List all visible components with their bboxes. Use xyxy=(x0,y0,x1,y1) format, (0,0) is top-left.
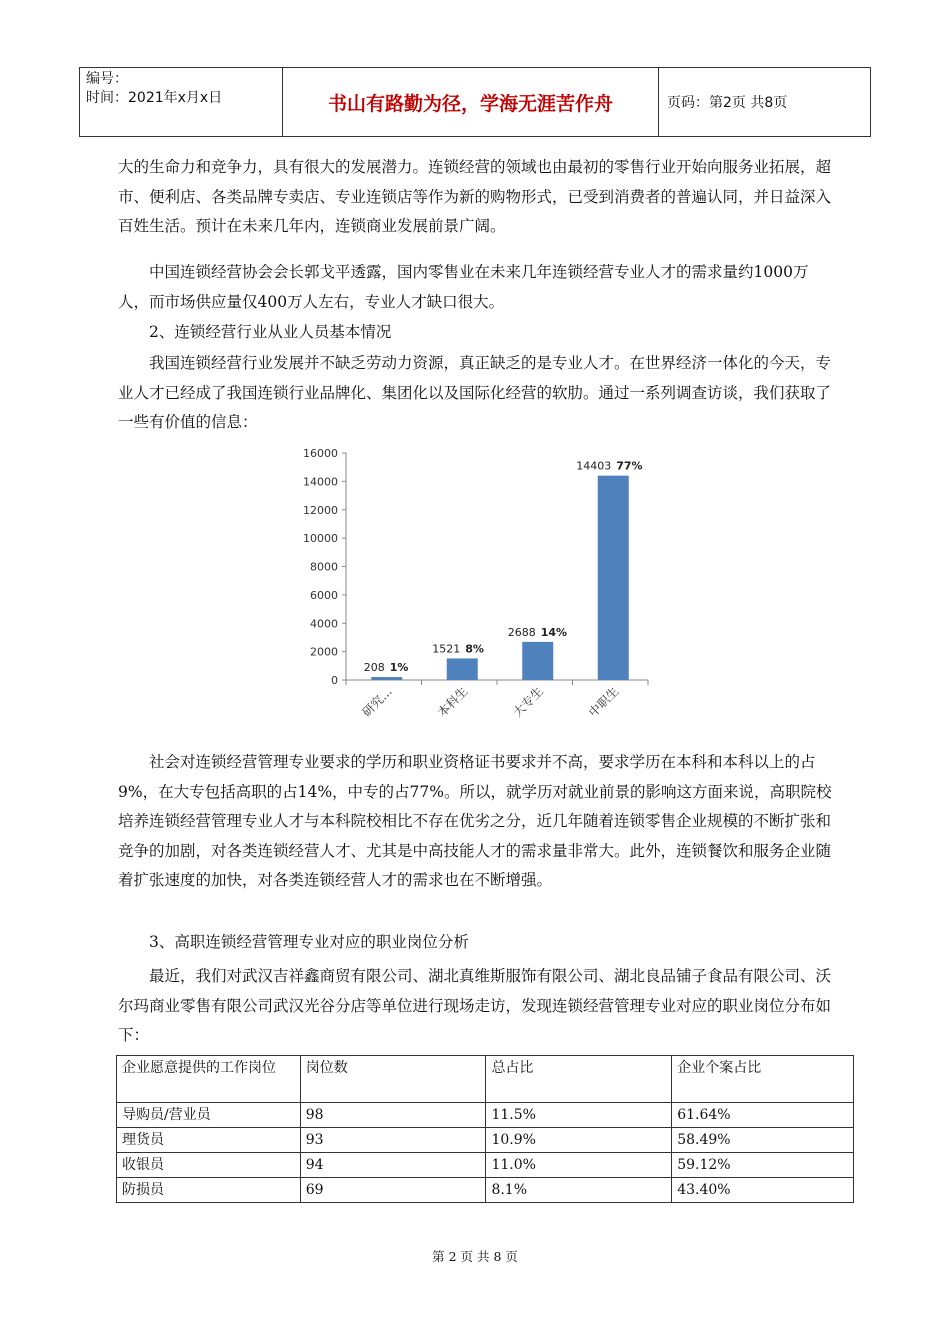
bar xyxy=(522,642,553,680)
table-cell: 59.12% xyxy=(672,1153,854,1178)
y-tick-label: 10000 xyxy=(303,532,338,546)
table-cell: 理货员 xyxy=(117,1128,301,1153)
paragraph-3: 我国连锁经营行业发展并不缺乏劳动力资源，真正缺乏的是专业人才。在世界经济一体化的今天，专业人才已经成了我国连锁行业品牌化、集团化以及国际化经营的软肋。通过一系列调查访谈，我们获取了一些有价值的信息： xyxy=(118,354,832,431)
header-meta xyxy=(80,68,283,136)
bar-percent-label: 77% xyxy=(616,459,643,473)
header-motto: 书山有路勤为径，学海无涯苦作舟 xyxy=(283,68,659,136)
table-header-cell: 企业个案占比 xyxy=(672,1056,854,1103)
x-category-label: 本科生 xyxy=(435,684,471,720)
x-category-label: 研究… xyxy=(359,684,395,720)
table-cell: 61.64% xyxy=(672,1103,854,1128)
table-cell: 导购员/营业员 xyxy=(117,1103,301,1128)
table-cell: 94 xyxy=(300,1153,486,1178)
section-heading-3: 3、高职连锁经营管理专业对应的职业岗位分析 xyxy=(149,933,469,951)
paragraph-1: 大的生命力和竞争力，具有很大的发展潜力。连锁经营的领域也由最初的零售行业开始向服务业拓展，超市、便利店、各类品牌专卖店、专业连锁店等作为新的购物形式，已受到消费者的普遍认同，并日益深入百姓生活。预计在未来几年内，连锁商业发展前景广阔。 xyxy=(118,158,832,235)
y-tick-label: 8000 xyxy=(310,560,338,574)
table-cell: 69 xyxy=(300,1178,486,1203)
y-tick-label: 6000 xyxy=(310,588,338,602)
y-tick-label: 2000 xyxy=(310,645,338,659)
x-category-label: 大专生 xyxy=(510,684,546,720)
section-heading-2: 2、连锁经营行业从业人员基本情况 xyxy=(149,323,392,341)
bar-value-label: 14403 xyxy=(576,459,612,473)
table-cell: 收银员 xyxy=(117,1153,301,1178)
table-cell: 43.40% xyxy=(672,1178,854,1203)
table-cell: 58.49% xyxy=(672,1128,854,1153)
bar-percent-label: 8% xyxy=(465,642,484,656)
paragraph-4: 社会对连锁经营管理专业要求的学历和职业资格证书要求并不高，要求学历在本科和本科以上的占9%，在大专包括高职的占14%，中专的占77%。所以，就学历对就业前景的影响这方面来说，高职院校培养连锁经营管理专业人才与本科院校相比不存在优劣之分，近几年随着连锁零售企业规模的不断扩张和竞争的加剧，对各类连锁经营人才、尤其是中高技能人才的需求量非常大。此外，连锁餐饮和服务企业随着扩张速度的加快，对各类连锁经营人才的需求也在不断增强。 xyxy=(118,753,832,889)
table-header-cell: 企业愿意提供的工作岗位 xyxy=(117,1056,301,1103)
paragraph-5: 最近，我们对武汉吉祥鑫商贸有限公司、湖北真维斯服饰有限公司、湖北良品铺子食品有限公司、沃尔玛商业零售有限公司武汉光谷分店等单位进行现场走访，发现连锁经营管理专业对应的职业岗位分布如下： xyxy=(118,967,832,1044)
table-row xyxy=(117,1153,854,1178)
page-footer: 第 2 页 共 8 页 xyxy=(432,1249,518,1264)
bar-percent-label: 14% xyxy=(540,625,568,639)
table-header-cell: 总占比 xyxy=(486,1056,672,1103)
table-row xyxy=(117,1103,854,1128)
y-tick-label: 0 xyxy=(331,674,338,687)
bar xyxy=(598,476,629,680)
bar-value-label: 208 xyxy=(363,661,385,675)
bar-percent-label: 1% xyxy=(389,661,409,675)
table-row xyxy=(117,1128,854,1153)
bar-value-label: 2688 xyxy=(507,625,536,639)
header-page-label: 页码：第2页 共8页 xyxy=(667,95,788,111)
table-cell: 93 xyxy=(300,1128,486,1153)
table-cell: 10.9% xyxy=(486,1128,672,1153)
table-cell: 11.0% xyxy=(486,1153,672,1178)
number-label: 编号： xyxy=(86,71,128,87)
date-label: 时间：2021年x月x日 xyxy=(86,90,223,106)
table-cell: 98 xyxy=(300,1103,486,1128)
y-tick-label: 4000 xyxy=(310,617,338,631)
x-category-label: 中职生 xyxy=(586,684,622,720)
y-tick-label: 16000 xyxy=(303,447,338,460)
table-header-cell: 岗位数 xyxy=(300,1056,486,1103)
job-position-table xyxy=(116,1055,854,1203)
paragraph-2: 中国连锁经营协会会长郭戈平透露，国内零售业在未来几年连锁经营专业人才的需求量约1000万人，而市场供应量仅400万人左右，专业人才缺口很大。 xyxy=(118,263,809,311)
bar-value-label: 1521 xyxy=(432,642,461,656)
table-row xyxy=(117,1178,854,1203)
table-cell: 防损员 xyxy=(117,1178,301,1203)
table-header-row xyxy=(117,1056,854,1103)
education-bar-chart xyxy=(280,440,670,750)
y-tick-label: 12000 xyxy=(303,503,338,517)
y-tick-label: 14000 xyxy=(303,475,338,489)
bar xyxy=(447,658,478,680)
table-cell: 11.5% xyxy=(486,1103,672,1128)
page-header xyxy=(79,67,871,137)
bar xyxy=(371,677,402,680)
table-cell: 8.1% xyxy=(486,1178,672,1203)
